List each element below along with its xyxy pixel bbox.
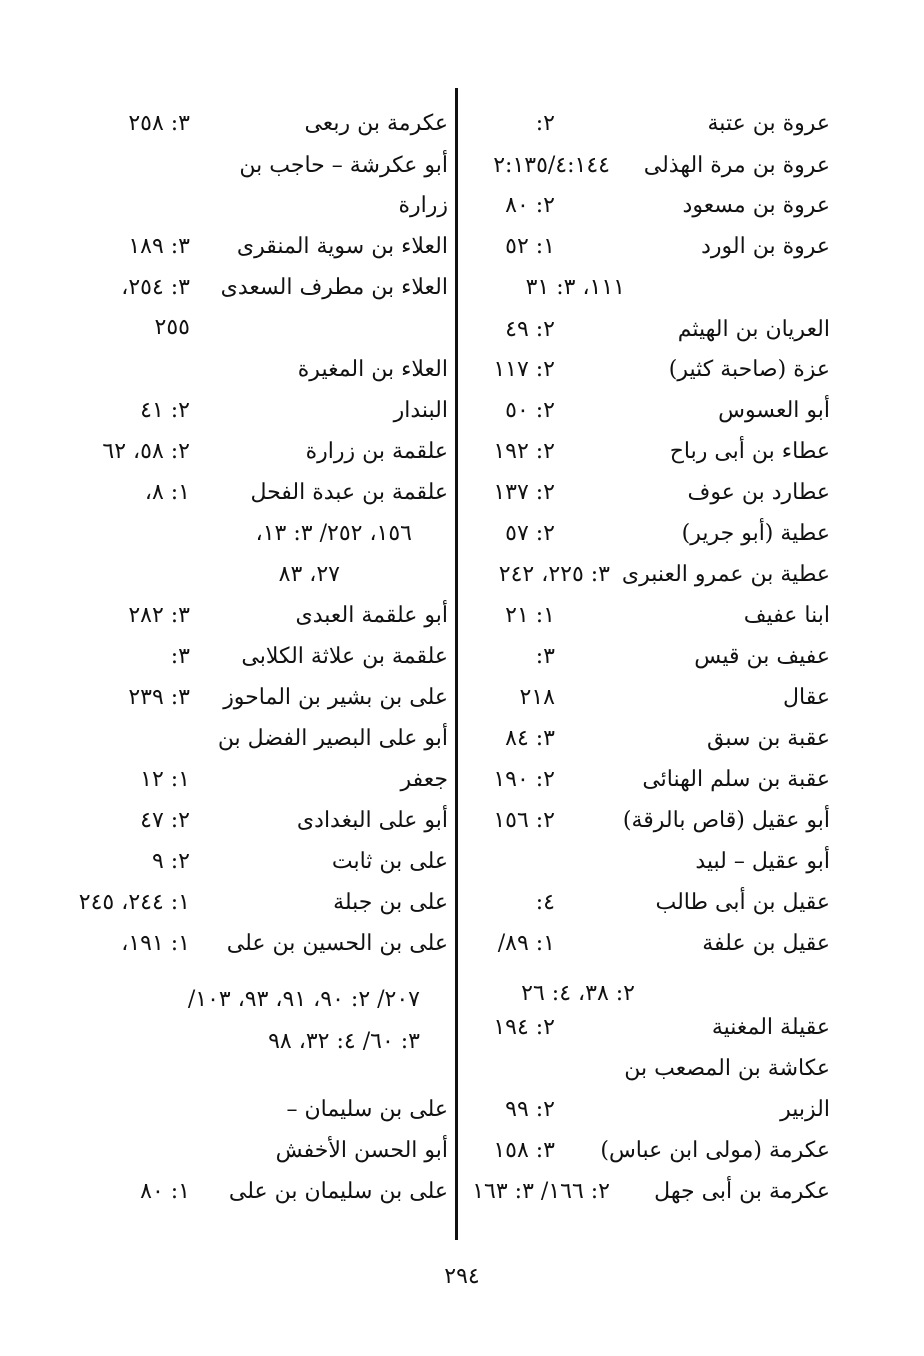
entry-name: عروة بن مرة الهذلى: [643, 153, 830, 178]
entry-name: أبو على البغدادى: [296, 808, 448, 833]
entry-page-reference: ١١١، ٣: ٣١: [525, 275, 625, 300]
entry-page-reference: ٢: ٤٩: [505, 317, 555, 342]
index-entry: [0, 801, 924, 841]
entry-name: عكرمة بن أبى جهل: [654, 1179, 830, 1204]
entry-name: أبو عقيل – لبيد: [695, 849, 830, 874]
entry-name: علقمة بن زرارة: [305, 439, 448, 464]
entry-page-reference: ٢١٨: [519, 685, 555, 710]
entry-page-reference: ٢: ١٩٤: [493, 1015, 555, 1040]
index-entry: [0, 186, 924, 226]
entry-page-reference: ٢:١٣٥/٤:١٤٤: [493, 153, 610, 178]
index-entry: [0, 308, 924, 348]
entry-page-reference: ١: ١٩١،: [121, 931, 190, 956]
entry-name: على بن سليمان بن على: [228, 1179, 448, 1204]
entry-page-reference: ٢: ٨٠: [505, 193, 555, 218]
page-number: ٢٩٤: [444, 1264, 480, 1289]
entry-page-reference: ٣: ٢٢٥، ٢٤٢: [498, 562, 610, 587]
entry-page-reference: ٢: ٤٧: [140, 808, 190, 833]
entry-name: البندار: [393, 398, 448, 423]
entry-name: على بن جبلة: [333, 890, 448, 915]
entry-name: عقيل بن علفة: [702, 931, 830, 956]
entry-page-reference: ٣: ١٨٩: [128, 234, 190, 259]
index-entry: [0, 760, 924, 800]
index-entry: [0, 596, 924, 636]
index-entry: [0, 883, 924, 923]
index-entry: [0, 473, 924, 513]
index-entry: [0, 514, 924, 554]
index-entry: [0, 1090, 924, 1130]
entry-name: عكرمة بن ربعى: [304, 111, 448, 136]
entry-page-reference: ٢٧، ٨٣: [278, 562, 340, 587]
entry-page-reference: ٣:: [535, 644, 555, 669]
entry-name: عروة بن عتبة: [707, 111, 830, 136]
entry-page-reference: ١٥٦، ٢٥٢/ ٣: ١٣،: [255, 521, 412, 546]
entry-name: علقمة بن علاثة الكلابى: [241, 644, 448, 669]
entry-page-reference: ١: ٨٠: [140, 1179, 190, 1204]
index-entry: [0, 980, 924, 1020]
entry-page-reference: ٢:: [535, 111, 555, 136]
entry-name: عقيلة المغنية: [711, 1015, 830, 1040]
entry-name: أبو على البصير الفضل بن: [217, 726, 448, 751]
entry-page-reference: ٢: ٣٨، ٤: ٢٦: [521, 981, 635, 1006]
index-entry: [0, 432, 924, 472]
entry-page-reference: ٢٥٥: [154, 315, 190, 340]
entry-page-reference: ٢: ١٣٧: [493, 480, 555, 505]
entry-page-reference: ٢: ٤١: [140, 398, 190, 423]
entry-name: عكاشة بن المصعب بن: [624, 1056, 830, 1081]
entry-page-reference: ١: ٢١: [505, 603, 555, 628]
entry-name: عطارد بن عوف: [687, 480, 830, 505]
entry-name: على بن سليمان –: [286, 1097, 448, 1122]
index-entry: [0, 146, 924, 186]
index-entry: [0, 842, 924, 882]
entry-page-reference: ٣: ٢٨٢: [128, 603, 190, 628]
entry-page-reference: ٢: ١٩٠: [493, 767, 555, 792]
entry-name: عطاء بن أبى رباح: [669, 439, 830, 464]
entry-name: أبو عكرشة – حاجب بن: [239, 153, 448, 178]
index-entry: [0, 227, 924, 267]
index-entry: [0, 924, 924, 964]
entry-page-reference: ٢: ٥٧: [505, 521, 555, 546]
entry-page-reference: ١: ١٢: [140, 767, 190, 792]
index-entry: [0, 555, 924, 595]
entry-page-reference: ١: ٨،: [144, 480, 190, 505]
entry-page-reference: ١: ٨٩/: [497, 931, 555, 956]
entry-page-reference: ٣: ١٥٨: [493, 1138, 555, 1163]
entry-name: علقمة بن عبدة الفحل: [250, 480, 448, 505]
entry-name: الزبير: [780, 1097, 830, 1122]
entry-page-reference: ٣:: [170, 644, 190, 669]
entry-page-reference: ٤:: [535, 890, 555, 915]
entry-page-reference: ١: ٢٤٤، ٢٤٥: [78, 890, 190, 915]
entry-page-reference: ١: ٥٢: [505, 234, 555, 259]
entry-name: جعفر: [400, 767, 448, 792]
entry-name: على بن بشير بن الماحوز: [223, 685, 448, 710]
entry-name: عفيف بن قيس: [694, 644, 830, 669]
entry-name: عكرمة (مولى ابن عباس): [600, 1138, 830, 1163]
entry-name: عقبة بن سلم الهنائى: [642, 767, 830, 792]
entry-name: عزة (صاحبة كثير): [668, 357, 830, 382]
entry-page-reference: ٢: ٩: [151, 849, 190, 874]
entry-page-reference: ٣: ٢٥٨: [128, 111, 190, 136]
entry-page-reference: ٢: ٩٩: [505, 1097, 555, 1122]
index-entry: [0, 1172, 924, 1212]
entry-name: ابنا عفيف: [743, 603, 830, 628]
entry-page-reference: ٢: ١٥٦: [493, 808, 555, 833]
entry-page-reference: ٣: ٢٥٤،: [121, 275, 190, 300]
index-entry: [0, 719, 924, 759]
index-entry: [0, 1022, 924, 1062]
entry-name: أبو عقيل (قاص بالرقة): [622, 808, 830, 833]
index-entry: [0, 350, 924, 390]
entry-name: عروة بن مسعود: [682, 193, 830, 218]
entry-name: على بن الحسين بن على: [226, 931, 448, 956]
entry-name: العلاء بن المغيرة: [297, 357, 448, 382]
entry-page-reference: ٢: ١٦٦/ ٣: ١٦٣: [472, 1179, 610, 1204]
entry-page-reference: ٢: ٥٠: [505, 398, 555, 423]
entry-name: عقال: [783, 685, 830, 710]
index-entry: [0, 678, 924, 718]
entry-page-reference: ٣: ٨٤: [505, 726, 555, 751]
entry-name: عطية (أبو جرير): [681, 521, 830, 546]
entry-page-reference: ٢٠٧/ ٢: ٩٠، ٩١، ٩٣، ١٠٣/: [187, 987, 420, 1012]
entry-name: أبو علقمة العبدى: [295, 603, 448, 628]
index-entry: [0, 268, 924, 308]
entry-name: زرارة: [398, 193, 448, 218]
entry-name: عروة بن الورد: [701, 234, 830, 259]
entry-name: على بن ثابت: [331, 849, 448, 874]
entry-page-reference: ٢: ١٩٢: [493, 439, 555, 464]
index-entry: [0, 1131, 924, 1171]
entry-name: العريان بن الهيثم: [677, 317, 830, 342]
entry-name: العلاء بن مطرف السعدى: [220, 275, 448, 300]
entry-page-reference: ٢: ١١٧: [493, 357, 555, 382]
entry-name: عقبة بن سبق: [707, 726, 830, 751]
entry-name: عطية بن عمرو العنبرى: [621, 562, 830, 587]
index-entry: [0, 391, 924, 431]
entry-name: العلاء بن سوية المنقرى: [236, 234, 448, 259]
entry-name: أبو العسوس: [718, 398, 830, 423]
entry-name: أبو الحسن الأخفش: [275, 1138, 448, 1163]
entry-page-reference: ٣: ٦٠/ ٤: ٣٢، ٩٨: [268, 1029, 420, 1054]
entry-page-reference: ٢: ٥٨، ٦٢: [102, 439, 190, 464]
index-entry: [0, 104, 924, 144]
entry-name: عقيل بن أبى طالب: [655, 890, 830, 915]
index-entry: [0, 637, 924, 677]
entry-page-reference: ٣: ٢٣٩: [128, 685, 190, 710]
